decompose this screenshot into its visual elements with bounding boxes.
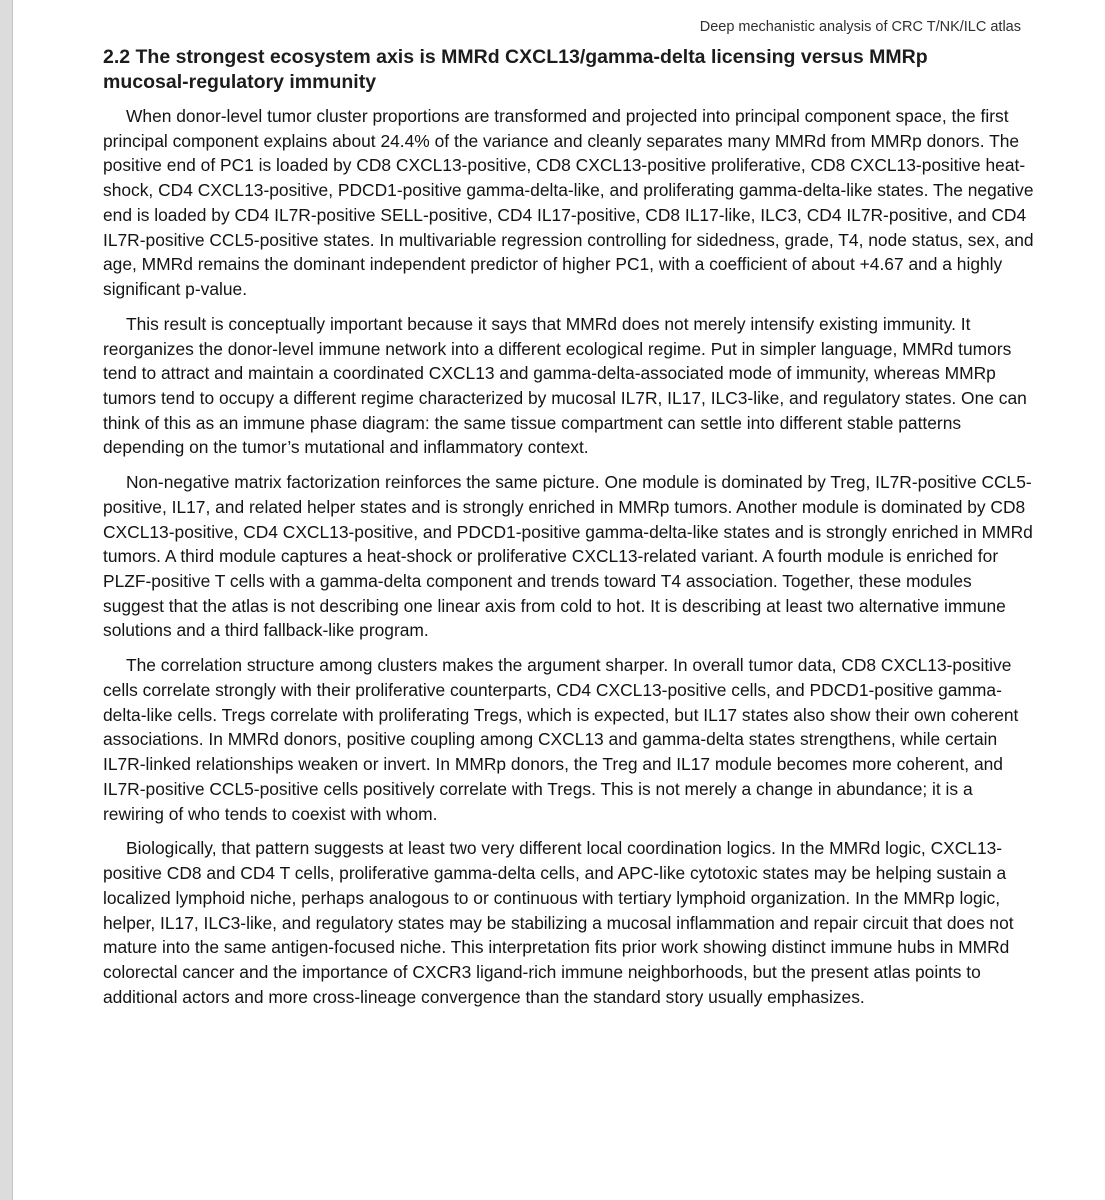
body-paragraph-5: Biologically, that pattern suggests at least two very different local coordination logics. In the MMRd logic, CXCL13-positive CD8 and CD4 T cells, proliferative gamma-delta cells, and APC-like cytotoxic states may be helping sustain a localized lymphoid niche, perhaps analogous to or continuous with tertiary lymphoid organization. In the MMRp logic, helper, IL17, ILC3-like, and regulatory states may be stabilizing a mucosal inflammation and repair circuit that does not mature into the same antigen-focused niche. This interpretation fits prior work showing distinct immune hubs in MMRd colorectal cancer and the importance of CXCR3 ligand-rich immune neighborhoods, but the present atlas points to additional actors and more cross-lineage convergence than the standard story usually emphasizes.	[103, 838, 1014, 1007]
body-paragraph-2: This result is conceptually important because it says that MMRd does not merely intensify existing immunity. It reorganizes the donor-level immune network into a different ecological regime. Put in simpler language, MMRd tumors tend to attract and maintain a coordinated CXCL13 and gamma-delta-associated mode of immunity, whereas MMRp tumors tend to occupy a different regime characterized by mucosal IL7R, IL17, ILC3-like, and regulatory states. One can think of this as an immune phase diagram: the same tissue compartment can settle into different stable patterns depending on the tumor’s mutational and inflammatory context.	[103, 313, 1027, 458]
window-left-edge	[0, 0, 13, 1200]
section-heading: 2.2 The strongest ecosystem axis is MMRd CXCL13/gamma-delta licensing versus MMRp mucosal-regulatory immunity	[103, 46, 928, 93]
body-paragraph-1: When donor-level tumor cluster proportions are transformed and projected into principal component space, the first principal component explains about 24.4% of the variance and cleanly separates many MMRd from MMRp donors. The positive end of PC1 is loaded by CD8 CXCL13-positive, CD8 CXCL13-positive proliferative, CD8 CXCL13-positive heat-shock, CD4 CXCL13-positive, PDCD1-positive gamma-delta-like, and proliferating gamma-delta-like states. The negative end is loaded by CD4 IL7R-positive SELL-positive, CD4 IL17-positive, CD8 IL17-like, ILC3, CD4 IL7R-positive, and CD4 IL7R-positive CCL5-positive states. In multivariable regression controlling for sidedness, grade, T4, node status, sex, and age, MMRd remains the dominant independent predictor of higher PC1, with a coefficient of about +4.67 and a highly significant p-value.	[103, 106, 1034, 299]
document-page	[13, 0, 1105, 1200]
body-paragraph-3: Non-negative matrix factorization reinforces the same picture. One module is dominated by Treg, IL7R-positive CCL5-positive, IL17, and related helper states and is strongly enriched in MMRp tumors. Another module is dominated by CD8 CXCL13-positive, CD4 CXCL13-positive, and PDCD1-positive gamma-delta-like states and is strongly enriched in MMRd tumors. A third module captures a heat-shock or proliferative CXCL13-related variant. A fourth module is enriched for PLZF-positive T cells with a gamma-delta component and trends toward T4 association. Together, these modules suggest that the atlas is not describing one linear axis from cold to hot. It is describing at least two alternative immune solutions and a third fallback-like program.	[103, 472, 1033, 641]
section-body	[103, 104, 1035, 1020]
running-header: Deep mechanistic analysis of CRC T/NK/ILC atlas	[699, 19, 1021, 35]
body-paragraph-4: The correlation structure among clusters makes the argument sharper. In overall tumor data, CD8 CXCL13-positive cells correlate strongly with their proliferative counterparts, CD4 CXCL13-positive cells, and PDCD1-positive gamma-delta-like cells. Tregs correlate with proliferating Tregs, which is expected, but IL17 states also show their own coherent associations. In MMRd donors, positive coupling among CXCL13 and gamma-delta states strengthens, while certain IL7R-linked relationships weaken or invert. In MMRp donors, the Treg and IL17 module becomes more coherent, and IL7R-positive CCL5-positive cells positively correlate with Tregs. This is not merely a change in abundance; it is a rewiring of who tends to coexist with whom.	[103, 655, 1019, 824]
